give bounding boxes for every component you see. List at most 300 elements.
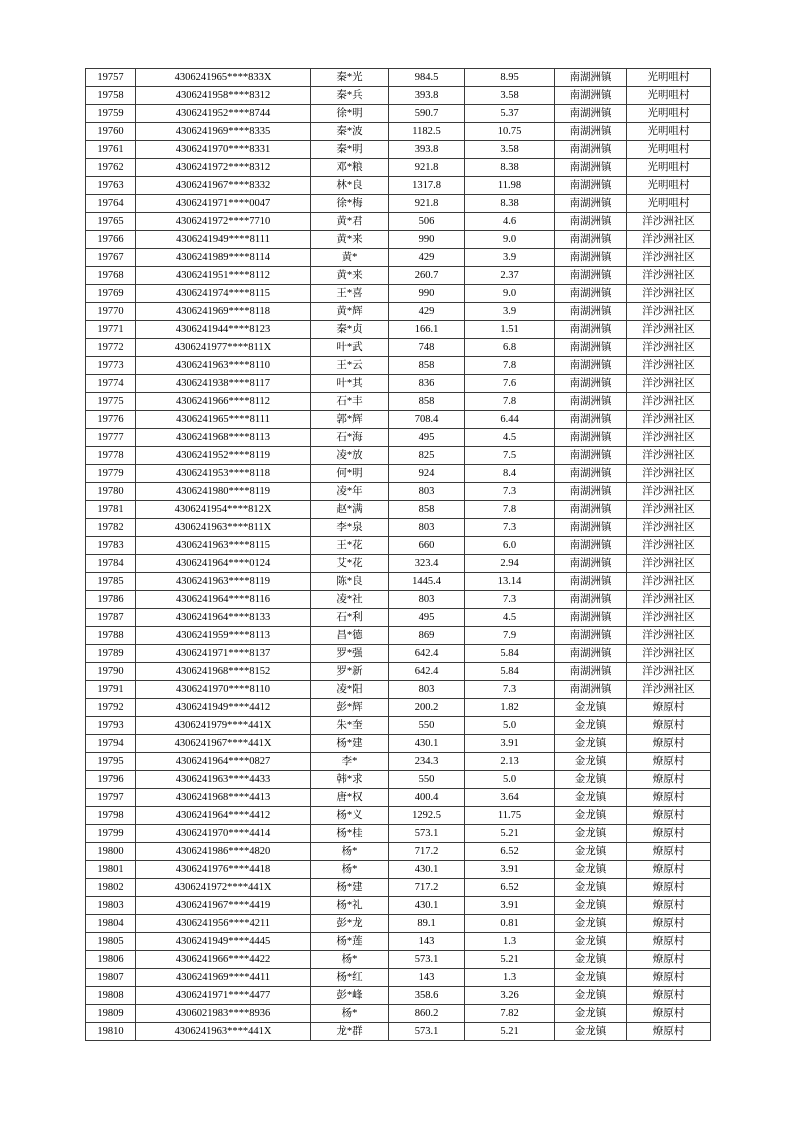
- cell-id-number: 4306241967****441X: [136, 735, 311, 753]
- cell-rate: 7.82: [465, 1005, 555, 1023]
- cell-id-number: 4306241938****8117: [136, 375, 311, 393]
- cell-seq-number: 19802: [86, 879, 136, 897]
- cell-town: 南湖洲镇: [555, 645, 627, 663]
- cell-rate: 7.5: [465, 447, 555, 465]
- cell-town: 南湖洲镇: [555, 159, 627, 177]
- cell-town: 南湖洲镇: [555, 609, 627, 627]
- cell-town: 南湖洲镇: [555, 105, 627, 123]
- cell-id-number: 4306241974****8115: [136, 285, 311, 303]
- cell-name: 黄*君: [311, 213, 389, 231]
- cell-rate: 4.5: [465, 429, 555, 447]
- cell-id-number: 4306241964****0827: [136, 753, 311, 771]
- cell-town: 南湖洲镇: [555, 69, 627, 87]
- cell-rate: 5.21: [465, 825, 555, 843]
- cell-town: 金龙镇: [555, 897, 627, 915]
- cell-village: 洋沙洲社区: [627, 519, 711, 537]
- cell-id-number: 4306241963****8119: [136, 573, 311, 591]
- table-row: [86, 321, 711, 339]
- cell-town: 南湖洲镇: [555, 663, 627, 681]
- cell-village: 洋沙洲社区: [627, 411, 711, 429]
- cell-village: 燎原村: [627, 987, 711, 1005]
- table-row: [86, 789, 711, 807]
- table-body: [86, 69, 711, 1041]
- cell-town: 南湖洲镇: [555, 681, 627, 699]
- cell-amount: 430.1: [389, 861, 465, 879]
- cell-seq-number: 19800: [86, 843, 136, 861]
- cell-name: 秦*兵: [311, 87, 389, 105]
- cell-id-number: 4306241968****4413: [136, 789, 311, 807]
- cell-rate: 5.21: [465, 951, 555, 969]
- cell-amount: 803: [389, 681, 465, 699]
- cell-name: 秦*波: [311, 123, 389, 141]
- cell-town: 南湖洲镇: [555, 177, 627, 195]
- cell-name: 彭*龙: [311, 915, 389, 933]
- cell-id-number: 4306241980****8119: [136, 483, 311, 501]
- cell-seq-number: 19757: [86, 69, 136, 87]
- cell-id-number: 4306241949****4445: [136, 933, 311, 951]
- cell-name: 黄*来: [311, 231, 389, 249]
- cell-name: 杨*: [311, 843, 389, 861]
- cell-name: 凌*年: [311, 483, 389, 501]
- cell-village: 洋沙洲社区: [627, 609, 711, 627]
- cell-town: 南湖洲镇: [555, 537, 627, 555]
- cell-seq-number: 19799: [86, 825, 136, 843]
- cell-seq-number: 19767: [86, 249, 136, 267]
- cell-name: 石*海: [311, 429, 389, 447]
- cell-village: 燎原村: [627, 1023, 711, 1041]
- cell-name: 凌*阳: [311, 681, 389, 699]
- table-row: [86, 897, 711, 915]
- table-row: [86, 519, 711, 537]
- cell-name: 邓*粮: [311, 159, 389, 177]
- cell-id-number: 4306241972****7710: [136, 213, 311, 231]
- cell-town: 金龙镇: [555, 699, 627, 717]
- cell-name: 石*丰: [311, 393, 389, 411]
- cell-town: 金龙镇: [555, 753, 627, 771]
- cell-rate: 1.3: [465, 933, 555, 951]
- table-row: [86, 303, 711, 321]
- cell-town: 金龙镇: [555, 825, 627, 843]
- cell-village: 光明咀村: [627, 195, 711, 213]
- cell-town: 南湖洲镇: [555, 375, 627, 393]
- cell-amount: 858: [389, 357, 465, 375]
- cell-id-number: 4306241952****8744: [136, 105, 311, 123]
- cell-rate: 2.94: [465, 555, 555, 573]
- cell-village: 光明咀村: [627, 159, 711, 177]
- cell-town: 南湖洲镇: [555, 519, 627, 537]
- cell-id-number: 4306241965****833X: [136, 69, 311, 87]
- cell-id-number: 4306241972****441X: [136, 879, 311, 897]
- cell-name: 李*泉: [311, 519, 389, 537]
- cell-name: 龙*群: [311, 1023, 389, 1041]
- cell-id-number: 4306241965****8111: [136, 411, 311, 429]
- cell-rate: 7.6: [465, 375, 555, 393]
- cell-name: 黄*来: [311, 267, 389, 285]
- cell-amount: 573.1: [389, 951, 465, 969]
- cell-town: 南湖洲镇: [555, 411, 627, 429]
- cell-village: 燎原村: [627, 843, 711, 861]
- cell-rate: 3.9: [465, 249, 555, 267]
- table-row: [86, 879, 711, 897]
- table-row: [86, 123, 711, 141]
- cell-seq-number: 19761: [86, 141, 136, 159]
- cell-village: 燎原村: [627, 825, 711, 843]
- cell-name: 彭*辉: [311, 699, 389, 717]
- cell-id-number: 4306241970****4414: [136, 825, 311, 843]
- table-row: [86, 87, 711, 105]
- cell-rate: 8.4: [465, 465, 555, 483]
- cell-name: 杨*建: [311, 879, 389, 897]
- table-row: [86, 213, 711, 231]
- cell-seq-number: 19774: [86, 375, 136, 393]
- table-row: [86, 339, 711, 357]
- cell-village: 洋沙洲社区: [627, 627, 711, 645]
- cell-town: 南湖洲镇: [555, 249, 627, 267]
- cell-seq-number: 19763: [86, 177, 136, 195]
- cell-seq-number: 19780: [86, 483, 136, 501]
- cell-amount: 869: [389, 627, 465, 645]
- cell-rate: 5.21: [465, 1023, 555, 1041]
- cell-town: 南湖洲镇: [555, 393, 627, 411]
- cell-town: 金龙镇: [555, 987, 627, 1005]
- cell-village: 洋沙洲社区: [627, 231, 711, 249]
- cell-name: 杨*义: [311, 807, 389, 825]
- cell-town: 南湖洲镇: [555, 339, 627, 357]
- cell-seq-number: 19781: [86, 501, 136, 519]
- cell-town: 南湖洲镇: [555, 627, 627, 645]
- cell-village: 洋沙洲社区: [627, 321, 711, 339]
- cell-rate: 3.58: [465, 141, 555, 159]
- cell-amount: 708.4: [389, 411, 465, 429]
- cell-rate: 8.38: [465, 195, 555, 213]
- cell-id-number: 4306241954****812X: [136, 501, 311, 519]
- table-row: [86, 645, 711, 663]
- cell-village: 光明咀村: [627, 105, 711, 123]
- cell-name: 叶*其: [311, 375, 389, 393]
- table-row: [86, 969, 711, 987]
- cell-id-number: 4306241966****8112: [136, 393, 311, 411]
- table-row: [86, 357, 711, 375]
- cell-amount: 573.1: [389, 1023, 465, 1041]
- cell-amount: 748: [389, 339, 465, 357]
- cell-seq-number: 19771: [86, 321, 136, 339]
- cell-id-number: 4306241951****8112: [136, 267, 311, 285]
- cell-town: 金龙镇: [555, 915, 627, 933]
- cell-amount: 89.1: [389, 915, 465, 933]
- cell-seq-number: 19789: [86, 645, 136, 663]
- cell-seq-number: 19784: [86, 555, 136, 573]
- cell-town: 金龙镇: [555, 735, 627, 753]
- cell-id-number: 4306241963****8110: [136, 357, 311, 375]
- cell-town: 金龙镇: [555, 861, 627, 879]
- cell-rate: 9.0: [465, 231, 555, 249]
- table-row: [86, 501, 711, 519]
- cell-id-number: 4306241967****8332: [136, 177, 311, 195]
- cell-name: 杨*建: [311, 735, 389, 753]
- cell-amount: 924: [389, 465, 465, 483]
- table-row: [86, 393, 711, 411]
- cell-name: 赵*满: [311, 501, 389, 519]
- cell-town: 金龙镇: [555, 843, 627, 861]
- cell-rate: 7.3: [465, 681, 555, 699]
- cell-village: 洋沙洲社区: [627, 267, 711, 285]
- cell-id-number: 4306021983****8936: [136, 1005, 311, 1023]
- cell-rate: 9.0: [465, 285, 555, 303]
- cell-name: 杨*莲: [311, 933, 389, 951]
- cell-town: 南湖洲镇: [555, 123, 627, 141]
- cell-village: 光明咀村: [627, 123, 711, 141]
- cell-town: 南湖洲镇: [555, 267, 627, 285]
- cell-town: 金龙镇: [555, 969, 627, 987]
- cell-name: 郭*辉: [311, 411, 389, 429]
- cell-village: 光明咀村: [627, 69, 711, 87]
- cell-village: 洋沙洲社区: [627, 465, 711, 483]
- cell-town: 南湖洲镇: [555, 555, 627, 573]
- cell-seq-number: 19766: [86, 231, 136, 249]
- table-row: [86, 141, 711, 159]
- cell-id-number: 4306241970****8110: [136, 681, 311, 699]
- cell-rate: 10.75: [465, 123, 555, 141]
- cell-amount: 803: [389, 519, 465, 537]
- cell-amount: 803: [389, 591, 465, 609]
- cell-amount: 166.1: [389, 321, 465, 339]
- cell-village: 燎原村: [627, 771, 711, 789]
- table-row: [86, 933, 711, 951]
- cell-seq-number: 19801: [86, 861, 136, 879]
- cell-amount: 1317.8: [389, 177, 465, 195]
- cell-village: 洋沙洲社区: [627, 501, 711, 519]
- cell-name: 彭*峰: [311, 987, 389, 1005]
- cell-seq-number: 19777: [86, 429, 136, 447]
- cell-amount: 573.1: [389, 825, 465, 843]
- cell-name: 徐*梅: [311, 195, 389, 213]
- cell-village: 洋沙洲社区: [627, 591, 711, 609]
- table-row: [86, 537, 711, 555]
- cell-village: 洋沙洲社区: [627, 339, 711, 357]
- cell-seq-number: 19809: [86, 1005, 136, 1023]
- cell-rate: 5.0: [465, 717, 555, 735]
- cell-village: 燎原村: [627, 933, 711, 951]
- cell-rate: 13.14: [465, 573, 555, 591]
- cell-id-number: 4306241959****8113: [136, 627, 311, 645]
- table-row: [86, 159, 711, 177]
- cell-amount: 1182.5: [389, 123, 465, 141]
- cell-rate: 5.37: [465, 105, 555, 123]
- cell-amount: 642.4: [389, 645, 465, 663]
- cell-village: 燎原村: [627, 951, 711, 969]
- table-row: [86, 807, 711, 825]
- cell-id-number: 4306241964****8116: [136, 591, 311, 609]
- cell-rate: 7.8: [465, 501, 555, 519]
- cell-rate: 11.98: [465, 177, 555, 195]
- table-row: [86, 681, 711, 699]
- cell-amount: 1292.5: [389, 807, 465, 825]
- cell-name: 石*利: [311, 609, 389, 627]
- cell-id-number: 4306241963****4433: [136, 771, 311, 789]
- cell-village: 洋沙洲社区: [627, 645, 711, 663]
- cell-rate: 6.52: [465, 843, 555, 861]
- cell-name: 叶*武: [311, 339, 389, 357]
- cell-seq-number: 19762: [86, 159, 136, 177]
- cell-town: 金龙镇: [555, 807, 627, 825]
- cell-village: 洋沙洲社区: [627, 303, 711, 321]
- cell-town: 南湖洲镇: [555, 87, 627, 105]
- cell-village: 洋沙洲社区: [627, 375, 711, 393]
- cell-amount: 495: [389, 429, 465, 447]
- cell-name: 凌*放: [311, 447, 389, 465]
- cell-town: 南湖洲镇: [555, 357, 627, 375]
- cell-town: 金龙镇: [555, 717, 627, 735]
- cell-village: 洋沙洲社区: [627, 537, 711, 555]
- cell-seq-number: 19792: [86, 699, 136, 717]
- cell-town: 南湖洲镇: [555, 591, 627, 609]
- cell-amount: 358.6: [389, 987, 465, 1005]
- cell-id-number: 4306241949****4412: [136, 699, 311, 717]
- table-row: [86, 699, 711, 717]
- cell-seq-number: 19760: [86, 123, 136, 141]
- cell-amount: 400.4: [389, 789, 465, 807]
- table-row: [86, 843, 711, 861]
- cell-amount: 429: [389, 303, 465, 321]
- cell-village: 光明咀村: [627, 87, 711, 105]
- cell-amount: 393.8: [389, 87, 465, 105]
- cell-village: 燎原村: [627, 807, 711, 825]
- cell-town: 南湖洲镇: [555, 429, 627, 447]
- cell-amount: 1445.4: [389, 573, 465, 591]
- table-row: [86, 195, 711, 213]
- cell-town: 金龙镇: [555, 771, 627, 789]
- cell-amount: 506: [389, 213, 465, 231]
- cell-rate: 6.44: [465, 411, 555, 429]
- cell-seq-number: 19790: [86, 663, 136, 681]
- cell-town: 南湖洲镇: [555, 141, 627, 159]
- cell-town: 南湖洲镇: [555, 231, 627, 249]
- cell-name: 王*云: [311, 357, 389, 375]
- cell-seq-number: 19769: [86, 285, 136, 303]
- cell-town: 南湖洲镇: [555, 213, 627, 231]
- table-row: [86, 717, 711, 735]
- cell-rate: 8.38: [465, 159, 555, 177]
- cell-town: 金龙镇: [555, 1023, 627, 1041]
- cell-amount: 858: [389, 393, 465, 411]
- cell-name: 王*喜: [311, 285, 389, 303]
- cell-name: 唐*权: [311, 789, 389, 807]
- table-row: [86, 609, 711, 627]
- cell-rate: 3.58: [465, 87, 555, 105]
- cell-town: 南湖洲镇: [555, 483, 627, 501]
- cell-id-number: 4306241944****8123: [136, 321, 311, 339]
- table-row: [86, 465, 711, 483]
- cell-id-number: 4306241956****4211: [136, 915, 311, 933]
- cell-amount: 984.5: [389, 69, 465, 87]
- cell-id-number: 4306241970****8331: [136, 141, 311, 159]
- cell-name: 昌*德: [311, 627, 389, 645]
- cell-town: 金龙镇: [555, 1005, 627, 1023]
- cell-name: 黄*辉: [311, 303, 389, 321]
- cell-name: 李*: [311, 753, 389, 771]
- cell-village: 燎原村: [627, 753, 711, 771]
- cell-id-number: 4306241977****811X: [136, 339, 311, 357]
- table-row: [86, 483, 711, 501]
- cell-name: 徐*明: [311, 105, 389, 123]
- cell-village: 燎原村: [627, 717, 711, 735]
- cell-village: 燎原村: [627, 735, 711, 753]
- cell-rate: 8.95: [465, 69, 555, 87]
- table-row: [86, 627, 711, 645]
- cell-rate: 6.52: [465, 879, 555, 897]
- cell-name: 何*明: [311, 465, 389, 483]
- cell-name: 韩*求: [311, 771, 389, 789]
- cell-seq-number: 19797: [86, 789, 136, 807]
- cell-amount: 234.3: [389, 753, 465, 771]
- cell-village: 燎原村: [627, 861, 711, 879]
- cell-amount: 430.1: [389, 897, 465, 915]
- table-row: [86, 987, 711, 1005]
- cell-id-number: 4306241964****8133: [136, 609, 311, 627]
- cell-village: 洋沙洲社区: [627, 429, 711, 447]
- cell-rate: 2.37: [465, 267, 555, 285]
- cell-village: 洋沙洲社区: [627, 681, 711, 699]
- cell-seq-number: 19804: [86, 915, 136, 933]
- cell-rate: 5.84: [465, 645, 555, 663]
- cell-seq-number: 19759: [86, 105, 136, 123]
- cell-amount: 717.2: [389, 843, 465, 861]
- cell-seq-number: 19765: [86, 213, 136, 231]
- cell-rate: 4.6: [465, 213, 555, 231]
- cell-id-number: 4306241968****8113: [136, 429, 311, 447]
- cell-rate: 1.3: [465, 969, 555, 987]
- cell-name: 杨*: [311, 951, 389, 969]
- table-row: [86, 249, 711, 267]
- cell-seq-number: 19807: [86, 969, 136, 987]
- cell-id-number: 4306241952****8119: [136, 447, 311, 465]
- cell-rate: 3.91: [465, 861, 555, 879]
- table-row: [86, 1005, 711, 1023]
- cell-rate: 7.3: [465, 519, 555, 537]
- cell-amount: 143: [389, 969, 465, 987]
- table-row: [86, 1023, 711, 1041]
- table-row: [86, 825, 711, 843]
- cell-seq-number: 19808: [86, 987, 136, 1005]
- cell-seq-number: 19785: [86, 573, 136, 591]
- cell-id-number: 4306241986****4820: [136, 843, 311, 861]
- cell-id-number: 4306241972****8312: [136, 159, 311, 177]
- cell-amount: 393.8: [389, 141, 465, 159]
- cell-village: 洋沙洲社区: [627, 393, 711, 411]
- cell-name: 杨*礼: [311, 897, 389, 915]
- cell-seq-number: 19775: [86, 393, 136, 411]
- cell-seq-number: 19798: [86, 807, 136, 825]
- data-table: [85, 68, 711, 1041]
- cell-id-number: 4306241963****8115: [136, 537, 311, 555]
- cell-rate: 11.75: [465, 807, 555, 825]
- cell-amount: 990: [389, 285, 465, 303]
- cell-seq-number: 19776: [86, 411, 136, 429]
- table-row: [86, 411, 711, 429]
- cell-id-number: 4306241968****8152: [136, 663, 311, 681]
- cell-amount: 143: [389, 933, 465, 951]
- cell-name: 罗*新: [311, 663, 389, 681]
- cell-seq-number: 19783: [86, 537, 136, 555]
- cell-village: 燎原村: [627, 897, 711, 915]
- cell-village: 洋沙洲社区: [627, 447, 711, 465]
- cell-id-number: 4306241958****8312: [136, 87, 311, 105]
- cell-amount: 921.8: [389, 195, 465, 213]
- cell-amount: 200.2: [389, 699, 465, 717]
- cell-village: 洋沙洲社区: [627, 663, 711, 681]
- table-row: [86, 663, 711, 681]
- cell-id-number: 4306241971****0047: [136, 195, 311, 213]
